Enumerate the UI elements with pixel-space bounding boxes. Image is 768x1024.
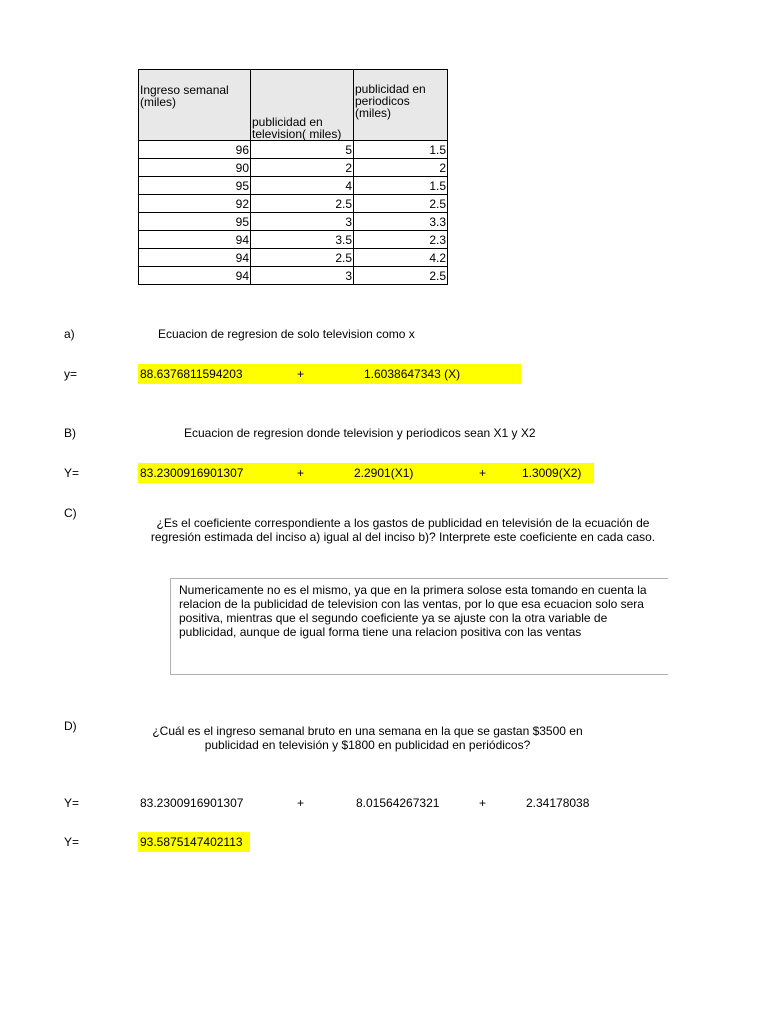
cell-periodicos[interactable]: 2.5 (354, 195, 448, 213)
section-a-title: Ecuacion de regresion de solo television como x (158, 327, 415, 341)
header-television[interactable]: publicidad en television( miles) (251, 70, 354, 141)
cell-ingreso[interactable]: 94 (139, 249, 251, 267)
table-header-row (139, 70, 448, 141)
section-d-result[interactable]: 93.5875147402113 (140, 835, 243, 849)
section-b-intercept[interactable]: 83.2300916901307 (140, 466, 244, 480)
section-b-eq-label: Y= (64, 466, 80, 480)
section-b-term2[interactable]: 1.3009(X2) (522, 466, 582, 480)
data-table (138, 69, 448, 285)
cell-ingreso[interactable]: 94 (139, 267, 251, 285)
section-b-plus1: + (297, 466, 305, 480)
header-ingreso[interactable]: Ingreso semanal (miles) (139, 70, 251, 141)
section-d-label: D) (64, 719, 77, 733)
cell-periodicos[interactable]: 4.2 (354, 249, 448, 267)
table-row (139, 141, 448, 159)
cell-ingreso[interactable]: 92 (139, 195, 251, 213)
cell-periodicos[interactable]: 3.3 (354, 213, 448, 231)
cell-periodicos[interactable]: 1.5 (354, 177, 448, 195)
cell-television[interactable]: 4 (251, 177, 354, 195)
table-body (139, 141, 448, 285)
section-d-eq-label: Y= (64, 796, 80, 810)
cell-ingreso[interactable]: 95 (139, 213, 251, 231)
section-c-answer-box[interactable]: Numericamente no es el mismo, ya que en la primera solose esta tomando en cuenta la relacion de la publicidad de television con las ventas, por lo que esa ecuacion solo sera positiva, mientras que el segundo coeficiente ya se ajuste con la otra variable de publicidad, aunque de igual forma tiene una relacion positiva con las ventas (170, 578, 668, 675)
cell-television[interactable]: 3.5 (251, 231, 354, 249)
section-a-term1[interactable]: 1.6038647343 (X) (364, 367, 461, 381)
table-row (139, 177, 448, 195)
section-d-intercept[interactable]: 83.2300916901307 (140, 796, 244, 810)
cell-periodicos[interactable]: 2.3 (354, 231, 448, 249)
section-b-label: B) (64, 426, 76, 440)
cell-television[interactable]: 3 (251, 213, 354, 231)
section-b-term1[interactable]: 2.2901(X1) (354, 466, 414, 480)
cell-television[interactable]: 2.5 (251, 195, 354, 213)
cell-ingreso[interactable]: 90 (139, 159, 251, 177)
section-c-label: C) (64, 506, 77, 520)
cell-periodicos[interactable]: 1.5 (354, 141, 448, 159)
section-b-plus2: + (479, 466, 487, 480)
table-row (139, 159, 448, 177)
cell-television[interactable]: 2 (251, 159, 354, 177)
section-d-result-label: Y= (64, 835, 80, 849)
section-d-question: ¿Cuál es el ingreso semanal bruto en una semana en la que se gastan $3500 en publicidad en televisión y $1800 en publicidad en periódicos? (152, 724, 583, 752)
cell-television[interactable]: 5 (251, 141, 354, 159)
table-row (139, 213, 448, 231)
section-d-term1[interactable]: 8.01564267321 (356, 796, 440, 810)
cell-periodicos[interactable]: 2 (354, 159, 448, 177)
table-row (139, 249, 448, 267)
cell-television[interactable]: 3 (251, 267, 354, 285)
cell-ingreso[interactable]: 96 (139, 141, 251, 159)
section-a-intercept[interactable]: 88.6376811594203 (140, 367, 243, 381)
cell-periodicos[interactable]: 2.5 (354, 267, 448, 285)
cell-ingreso[interactable]: 94 (139, 231, 251, 249)
section-a-plus: + (297, 367, 305, 381)
cell-ingreso[interactable]: 95 (139, 177, 251, 195)
table-row (139, 267, 448, 285)
header-periodicos[interactable]: publicidad en periodicos (miles) (354, 70, 448, 141)
table-row (139, 231, 448, 249)
section-d-plus1: + (297, 796, 305, 810)
section-a-eq-label: y= (64, 367, 78, 381)
table-row (139, 195, 448, 213)
section-a-label: a) (64, 327, 75, 341)
section-d-term2[interactable]: 2.34178038 (526, 796, 590, 810)
section-c-question: ¿Es el coeficiente correspondiente a los gastos de publicidad en televisión de la ecuación de regresión estimada del inciso a) igual al del inciso b)? Interprete este coeficiente en cada caso. (150, 516, 656, 544)
section-b-title: Ecuacion de regresion donde television y periodicos sean X1 y X2 (184, 426, 536, 440)
cell-television[interactable]: 2.5 (251, 249, 354, 267)
section-d-plus2: + (479, 796, 487, 810)
